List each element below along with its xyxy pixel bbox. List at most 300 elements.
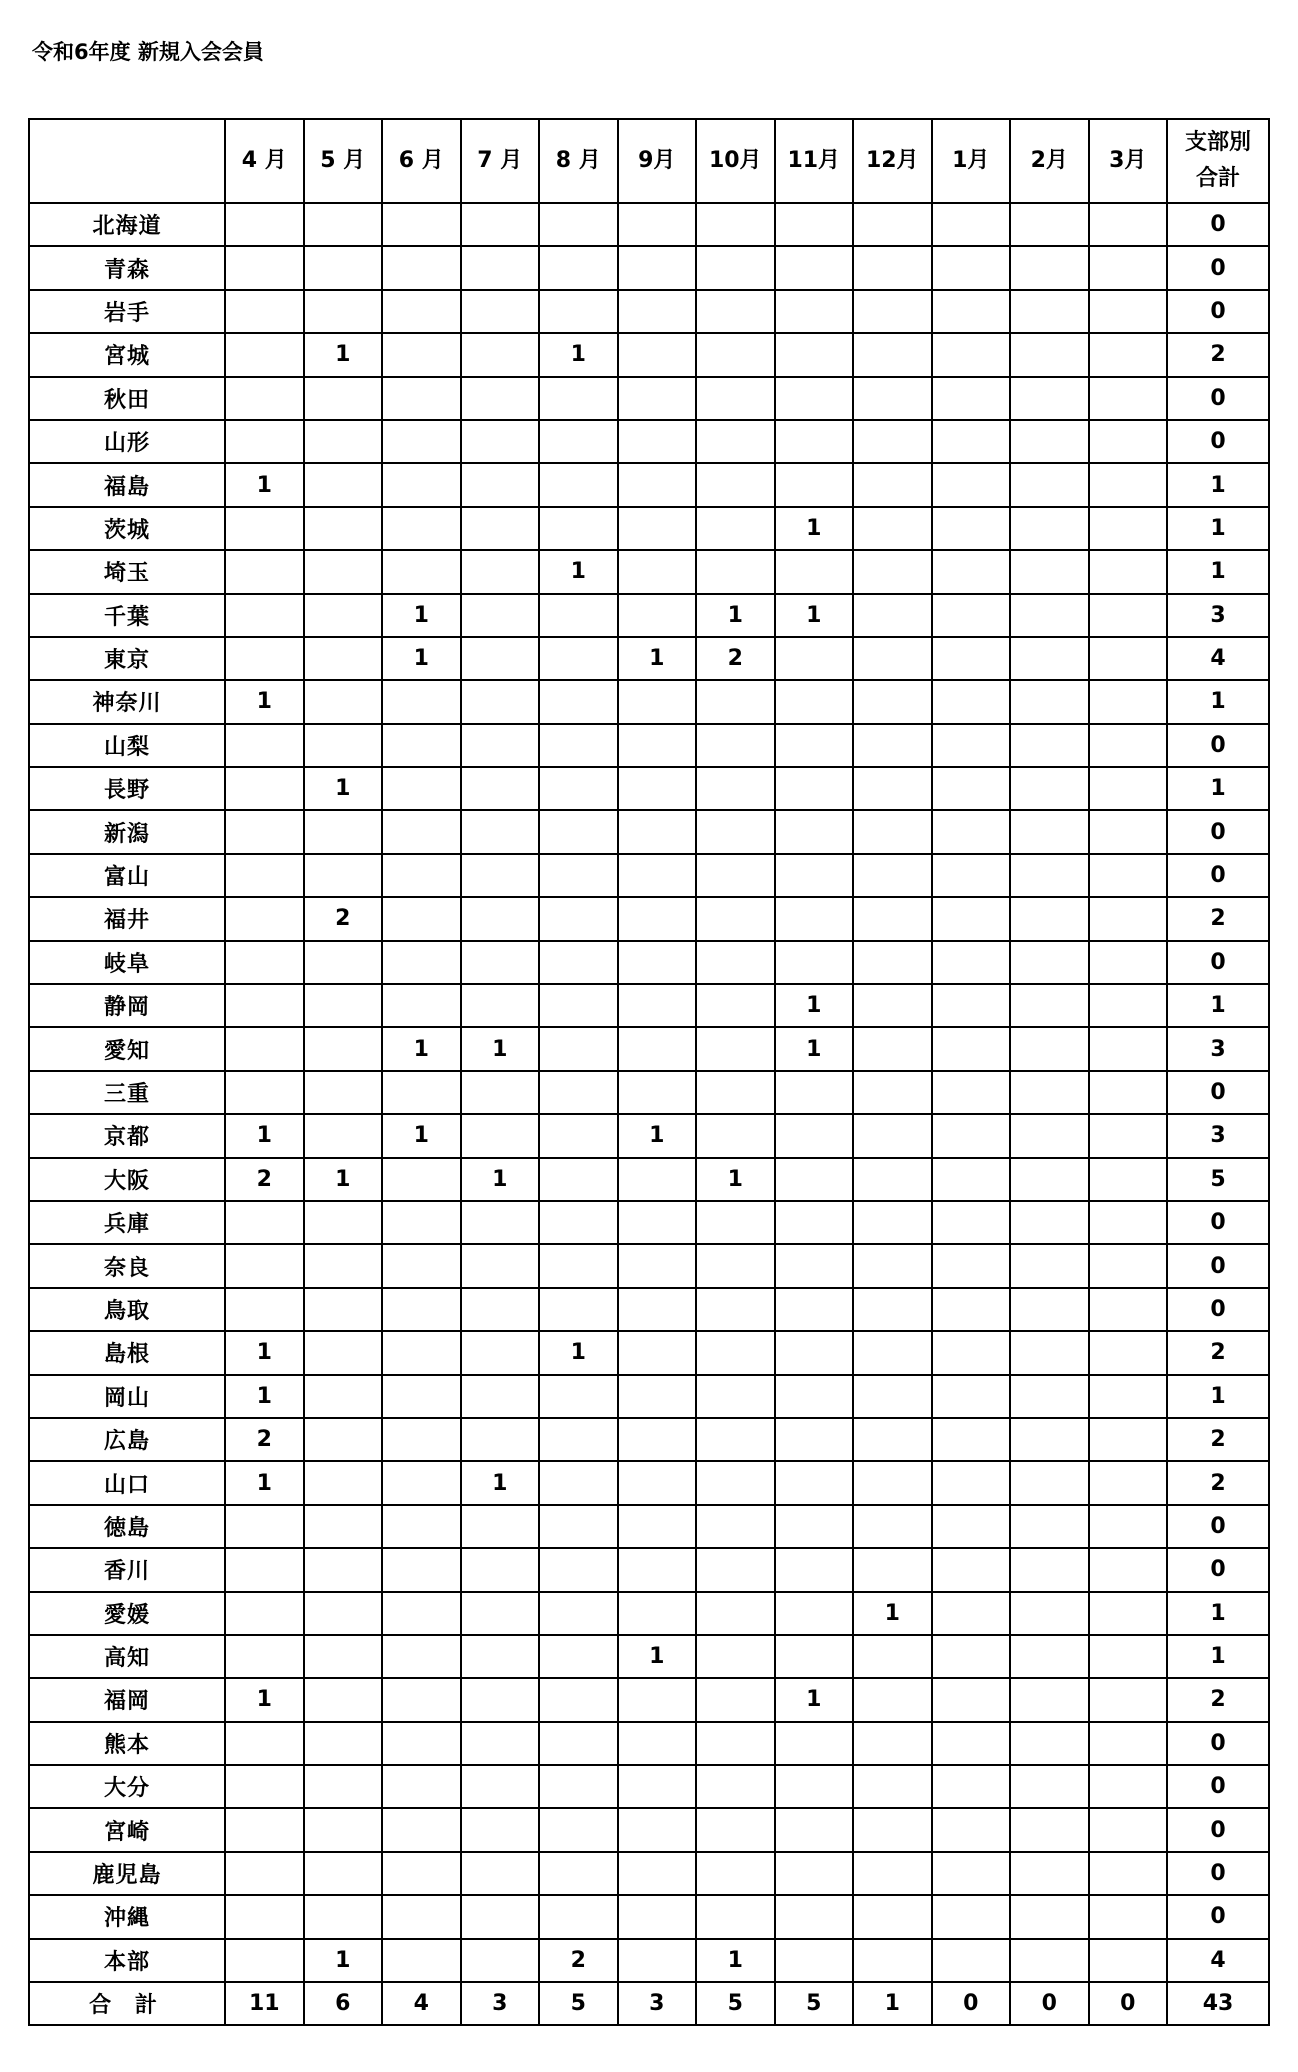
grand-total-cell: 43 [1167,1982,1269,2025]
table-row [29,1158,1269,1201]
branch-total-cell: 0 [1167,1201,1269,1244]
branch-total-cell: 2 [1167,1418,1269,1461]
month-value-cell [1089,941,1168,984]
month-value-cell [539,1114,618,1157]
page-title: 令和6年度 新規入会会員 [32,40,264,64]
month-value-cell [853,290,932,333]
month-value-cell [382,463,461,506]
month-value-cell [539,984,618,1027]
month-value-cell [775,1722,854,1765]
month-value-cell [539,1895,618,1938]
month-value-cell [696,1678,775,1721]
month-value-cell [382,1635,461,1678]
month-value-cell [225,290,304,333]
month-value-cell [382,246,461,289]
branch-total-cell: 3 [1167,594,1269,637]
month-value-cell [1010,1808,1089,1851]
month-value-cell [1089,1852,1168,1895]
month-value-cell [1010,1244,1089,1287]
month-value-cell [1089,1939,1168,1982]
month-value-cell [853,1114,932,1157]
branch-total-cell: 2 [1167,1678,1269,1721]
month-value-cell [932,1808,1011,1851]
month-value-cell [539,1765,618,1808]
header-month: 8 月 [539,119,618,203]
month-value-cell [304,637,383,680]
month-value-cell [618,1548,697,1591]
month-value-cell [461,767,540,810]
month-value-cell [225,767,304,810]
month-value-cell [539,246,618,289]
table-row [29,420,1269,463]
month-value-cell [1010,1678,1089,1721]
month-value-cell [853,1418,932,1461]
month-value-cell [1089,1722,1168,1765]
month-value-cell [539,290,618,333]
month-value-cell [775,897,854,940]
month-value-cell [225,1765,304,1808]
month-value-cell [1010,1375,1089,1418]
month-value-cell [932,1548,1011,1591]
header-total [1167,119,1269,203]
month-value-cell [539,1722,618,1765]
month-value-cell [696,507,775,550]
month-value-cell [225,724,304,767]
month-value-cell [304,203,383,246]
month-value-cell [1089,854,1168,897]
branch-name-cell: 新潟 [29,810,225,853]
header-month: 11月 [775,119,854,203]
branch-total-cell: 0 [1167,1895,1269,1938]
month-value-cell [225,1592,304,1635]
month-value-cell [775,1158,854,1201]
month-value-cell [1089,1678,1168,1721]
month-value-cell [382,680,461,723]
month-value-cell [225,1939,304,1982]
month-value-cell [539,767,618,810]
month-value-cell [539,203,618,246]
month-value-cell [1010,1852,1089,1895]
month-value-cell [304,1895,383,1938]
month-value-cell [696,1852,775,1895]
month-value-cell [461,1548,540,1591]
table-row [29,1722,1269,1765]
branch-total-cell: 0 [1167,1505,1269,1548]
branch-total-cell: 0 [1167,1244,1269,1287]
month-value-cell [539,1808,618,1851]
table-row [29,1375,1269,1418]
month-value-cell [382,941,461,984]
month-value-cell [225,333,304,376]
month-value-cell [696,941,775,984]
month-value-cell [932,1114,1011,1157]
month-value-cell [618,550,697,593]
month-value-cell [853,1895,932,1938]
month-value-cell [304,1461,383,1504]
month-value-cell: 1 [225,1461,304,1504]
month-total-cell: 3 [461,1982,540,2025]
month-value-cell [461,1939,540,1982]
month-value-cell: 1 [304,1939,383,1982]
header-month: 3月 [1089,119,1168,203]
month-value-cell [775,1939,854,1982]
month-value-cell [853,463,932,506]
month-value-cell [853,1678,932,1721]
month-value-cell: 1 [225,1375,304,1418]
month-value-cell [382,1071,461,1114]
month-value-cell [775,333,854,376]
month-value-cell: 1 [225,680,304,723]
branch-name-cell: 北海道 [29,203,225,246]
month-value-cell [382,854,461,897]
branch-name-cell: 鹿児島 [29,1852,225,1895]
branch-total-cell: 0 [1167,724,1269,767]
month-value-cell [853,854,932,897]
month-value-cell [696,810,775,853]
month-value-cell [853,1808,932,1851]
month-value-cell [618,1244,697,1287]
month-value-cell [775,724,854,767]
month-value-cell [461,1808,540,1851]
month-value-cell [382,1418,461,1461]
month-value-cell: 1 [382,1027,461,1070]
month-value-cell [853,203,932,246]
month-value-cell [539,507,618,550]
month-value-cell [853,420,932,463]
month-value-cell [696,1027,775,1070]
month-value-cell [304,246,383,289]
month-value-cell [382,1548,461,1591]
month-value-cell [618,377,697,420]
month-value-cell [775,1071,854,1114]
branch-total-cell: 3 [1167,1027,1269,1070]
month-value-cell [853,1375,932,1418]
month-value-cell [225,1027,304,1070]
month-value-cell [696,1722,775,1765]
month-value-cell [539,810,618,853]
month-value-cell: 1 [225,1114,304,1157]
month-value-cell [539,1548,618,1591]
month-value-cell [932,1071,1011,1114]
table-row [29,1852,1269,1895]
month-value-cell [696,680,775,723]
month-value-cell [382,1808,461,1851]
branch-name-cell: 香川 [29,1548,225,1591]
month-value-cell [304,507,383,550]
month-value-cell [775,1114,854,1157]
month-value-cell [304,1331,383,1374]
month-value-cell [382,1158,461,1201]
month-value-cell [304,1678,383,1721]
month-value-cell [932,724,1011,767]
month-value-cell [539,1158,618,1201]
month-value-cell [775,1375,854,1418]
month-value-cell [932,1201,1011,1244]
branch-name-cell: 本部 [29,1939,225,1982]
month-value-cell [696,1505,775,1548]
month-value-cell [618,507,697,550]
header-month: 7 月 [461,119,540,203]
month-value-cell [1089,594,1168,637]
month-value-cell [853,941,932,984]
month-value-cell [696,854,775,897]
branch-name-cell: 福井 [29,897,225,940]
month-value-cell [618,854,697,897]
branch-total-cell: 1 [1167,1592,1269,1635]
month-value-cell [539,1201,618,1244]
branch-total-cell: 0 [1167,1071,1269,1114]
month-value-cell [461,984,540,1027]
month-value-cell [696,550,775,593]
month-value-cell [853,1201,932,1244]
month-value-cell [932,941,1011,984]
month-value-cell [618,1418,697,1461]
month-value-cell [853,984,932,1027]
totals-label-cell: 合 計 [29,1982,225,2025]
month-value-cell: 1 [304,1158,383,1201]
header-branch [29,119,225,203]
month-value-cell: 1 [618,1114,697,1157]
month-value-cell [1010,1288,1089,1331]
month-value-cell [225,1895,304,1938]
month-value-cell: 2 [696,637,775,680]
month-total-cell: 0 [1010,1982,1089,2025]
month-value-cell [932,1418,1011,1461]
month-value-cell [539,1592,618,1635]
month-value-cell [618,897,697,940]
month-value-cell [539,1505,618,1548]
branch-total-cell: 5 [1167,1158,1269,1201]
month-value-cell [618,1722,697,1765]
month-value-cell [618,1895,697,1938]
month-value-cell: 1 [696,1939,775,1982]
month-value-cell [696,377,775,420]
month-value-cell [618,941,697,984]
header-month: 5 月 [304,119,383,203]
month-value-cell [618,1071,697,1114]
month-value-cell [696,333,775,376]
month-total-cell: 5 [775,1982,854,2025]
month-value-cell [618,767,697,810]
month-value-cell [932,1331,1011,1374]
month-value-cell [775,1244,854,1287]
month-value-cell [853,897,932,940]
month-value-cell [1010,463,1089,506]
month-value-cell [1010,1592,1089,1635]
table-row [29,246,1269,289]
month-value-cell [304,854,383,897]
month-value-cell [539,897,618,940]
month-value-cell [853,246,932,289]
month-value-cell [225,507,304,550]
branch-total-cell: 4 [1167,1939,1269,1982]
month-value-cell: 1 [696,1158,775,1201]
month-value-cell [461,333,540,376]
month-value-cell [461,1765,540,1808]
month-value-cell [1089,377,1168,420]
month-value-cell [1010,1765,1089,1808]
month-value-cell [853,1722,932,1765]
month-value-cell [618,420,697,463]
month-value-cell [382,1461,461,1504]
month-value-cell [696,1635,775,1678]
month-value-cell [304,941,383,984]
table-row [29,1244,1269,1287]
month-value-cell [382,1592,461,1635]
month-value-cell [853,1852,932,1895]
table-row [29,680,1269,723]
month-value-cell [775,1288,854,1331]
month-value-cell [1089,1288,1168,1331]
month-value-cell [539,1071,618,1114]
branch-name-cell: 千葉 [29,594,225,637]
branch-name-cell: 宮城 [29,333,225,376]
month-value-cell [225,594,304,637]
branch-total-cell: 0 [1167,1722,1269,1765]
month-value-cell [1089,1635,1168,1678]
month-value-cell: 1 [775,507,854,550]
table-row [29,637,1269,680]
month-value-cell [1010,203,1089,246]
branch-total-cell: 3 [1167,1114,1269,1157]
table-row [29,724,1269,767]
month-value-cell [1010,377,1089,420]
month-value-cell [1010,897,1089,940]
month-value-cell [304,1114,383,1157]
month-value-cell [461,1592,540,1635]
month-value-cell [618,1158,697,1201]
branch-total-cell: 0 [1167,1548,1269,1591]
month-value-cell [775,1852,854,1895]
month-value-cell [225,1852,304,1895]
month-value-cell [1010,420,1089,463]
month-total-cell: 5 [539,1982,618,2025]
month-value-cell [461,507,540,550]
membership-table [28,118,1270,2026]
month-value-cell [539,1635,618,1678]
month-value-cell [618,1592,697,1635]
branch-total-cell: 0 [1167,377,1269,420]
month-value-cell [304,1635,383,1678]
month-value-cell [1010,507,1089,550]
month-value-cell [1089,1331,1168,1374]
month-value-cell [1010,1331,1089,1374]
month-value-cell [696,1548,775,1591]
month-value-cell [382,1678,461,1721]
month-value-cell [853,1765,932,1808]
month-value-cell [461,637,540,680]
month-value-cell [696,1592,775,1635]
table-row [29,1939,1269,1982]
month-value-cell [304,1852,383,1895]
month-value-cell [853,550,932,593]
month-value-cell [1089,507,1168,550]
month-value-cell: 1 [225,463,304,506]
table-row [29,203,1269,246]
month-value-cell [461,680,540,723]
month-value-cell [932,1288,1011,1331]
month-value-cell [539,941,618,984]
month-value-cell [775,810,854,853]
month-value-cell [696,1461,775,1504]
month-value-cell [461,1418,540,1461]
month-value-cell [461,1114,540,1157]
month-value-cell [1010,1027,1089,1070]
month-value-cell [853,507,932,550]
month-value-cell [461,854,540,897]
month-value-cell [461,1288,540,1331]
month-value-cell [932,984,1011,1027]
month-value-cell [618,594,697,637]
branch-name-cell: 富山 [29,854,225,897]
month-value-cell [1010,724,1089,767]
month-value-cell [304,1244,383,1287]
month-value-cell [539,1418,618,1461]
month-value-cell [304,1418,383,1461]
branch-total-cell: 2 [1167,897,1269,940]
month-value-cell [382,724,461,767]
month-value-cell [932,594,1011,637]
month-value-cell [932,854,1011,897]
month-value-cell [382,377,461,420]
month-value-cell [1010,1505,1089,1548]
branch-name-cell: 茨城 [29,507,225,550]
branch-total-cell: 1 [1167,507,1269,550]
month-value-cell: 1 [382,637,461,680]
month-value-cell [1089,290,1168,333]
month-value-cell [618,1027,697,1070]
month-value-cell [775,1635,854,1678]
branch-name-cell: 長野 [29,767,225,810]
branch-total-cell: 1 [1167,1375,1269,1418]
month-value-cell [304,810,383,853]
branch-total-cell: 0 [1167,290,1269,333]
table-row [29,1201,1269,1244]
month-value-cell [932,1592,1011,1635]
branch-name-cell: 奈良 [29,1244,225,1287]
month-value-cell [618,810,697,853]
month-value-cell [304,1548,383,1591]
month-value-cell: 1 [775,984,854,1027]
table-row [29,1418,1269,1461]
month-value-cell [1089,1027,1168,1070]
month-value-cell [932,810,1011,853]
month-value-cell [1089,333,1168,376]
month-value-cell [1089,1765,1168,1808]
month-value-cell [932,1939,1011,1982]
month-value-cell [382,1765,461,1808]
month-value-cell [696,1114,775,1157]
month-value-cell [225,1244,304,1287]
header-month: 12月 [853,119,932,203]
month-value-cell: 1 [539,333,618,376]
month-value-cell [461,1635,540,1678]
month-value-cell [1089,767,1168,810]
month-value-cell [618,463,697,506]
month-total-cell: 3 [618,1982,697,2025]
month-value-cell [225,1808,304,1851]
branch-name-cell: 広島 [29,1418,225,1461]
month-value-cell [618,1808,697,1851]
branch-name-cell: 愛知 [29,1027,225,1070]
month-value-cell [932,1027,1011,1070]
month-value-cell [461,377,540,420]
month-value-cell [1089,1114,1168,1157]
month-value-cell [461,1852,540,1895]
month-value-cell [932,897,1011,940]
month-value-cell [461,1505,540,1548]
month-value-cell [382,1201,461,1244]
